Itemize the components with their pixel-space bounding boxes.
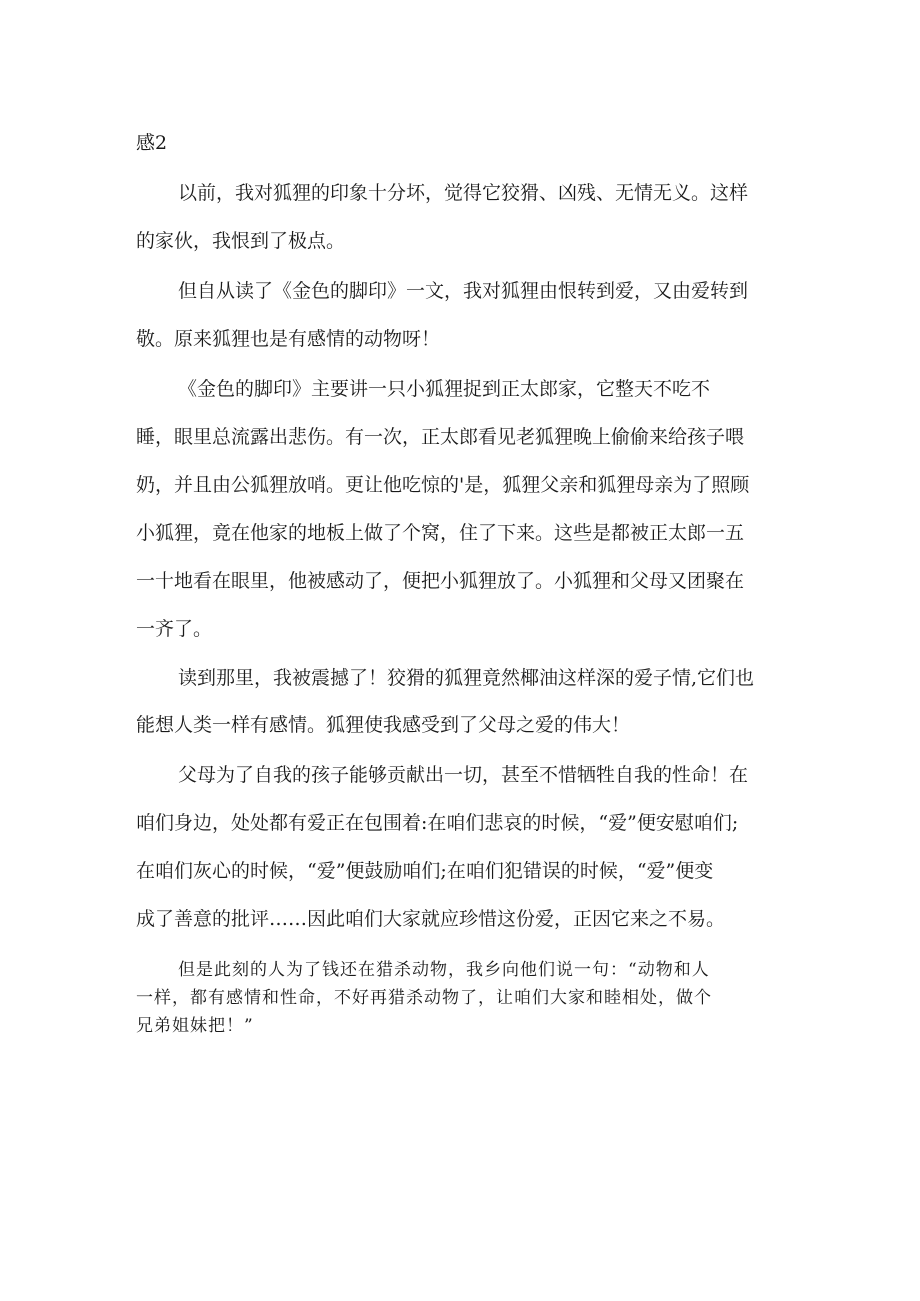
paragraph-5-line-2: 咱们身边，处处都有爱正在包围着:在咱们悲哀的时候，“爱”便安慰咱们; (136, 812, 739, 834)
paragraph-3-line-3: 奶，并且由公狐狸放哨。更让他吃惊的'是，狐狸父亲和狐狸母亲为了照顾 (136, 474, 750, 496)
paragraph-3-line-1: 《金色的脚印》主要讲一只小狐狸捉到正太郎家，它整天不吃不 (178, 378, 711, 400)
paragraph-3-line-4: 小狐狸，竟在他家的地板上做了个窝，住了下来。这些是都被正太郎一五 (136, 522, 745, 544)
paragraph-6-line-2: 一样，都有感情和性命，不好再猎杀动物了，让咱们大家和睦相处，做个 (136, 988, 712, 1008)
paragraph-3-line-6: 一齐了。 (136, 618, 213, 640)
paragraph-5-line-4: 成了善意的批评……因此咱们大家就应珍惜这份爱，正因它来之不易。 (136, 908, 726, 930)
paragraph-1-line-1: 以前，我对狐狸的印象十分坏，觉得它狡猾、凶残、无情无义。这样 (178, 182, 749, 204)
paragraph-2-line-2: 敬。原来狐狸也是有感情的动物呀！ (136, 328, 441, 350)
paragraph-4-line-1: 读到那里，我被震撼了！狡猾的狐狸竟然椰油这样深的爱子情,它们也 (178, 667, 755, 689)
paragraph-6-line-1: 但是此刻的人为了钱还在猎杀动物，我乡向他们说一句：“动物和人 (178, 960, 710, 980)
paragraph-3-line-2: 睡，眼里总流露出悲伤。有一次，正太郎看见老狐狸晚上偷偷来给孩子喂 (136, 426, 745, 448)
paragraph-5-line-1: 父母为了自我的孩子能够贡献出一切，甚至不惜牺牲自我的性命！在 (178, 764, 749, 786)
paragraph-4-line-2: 能想人类一样有感情。狐狸使我感受到了父母之爱的伟大！ (136, 714, 631, 736)
page-heading: 感2 (136, 132, 168, 154)
paragraph-6-line-3: 兄弟姐妹把！” (136, 1016, 254, 1036)
paragraph-3-line-5: 一十地看在眼里，他被感动了，便把小狐狸放了。小狐狸和父母又团聚在 (136, 570, 745, 592)
paragraph-5-line-3: 在咱们灰心的时候，“爱”便鼓励咱们;在咱们犯错误的时候，“爱”便变 (136, 860, 714, 882)
paragraph-2-line-1: 但自从读了《金色的脚印》一文，我对狐狸由恨转到爱，又由爱转到 (178, 280, 749, 302)
paragraph-1-line-2: 的家伙，我恨到了极点。 (136, 230, 346, 252)
